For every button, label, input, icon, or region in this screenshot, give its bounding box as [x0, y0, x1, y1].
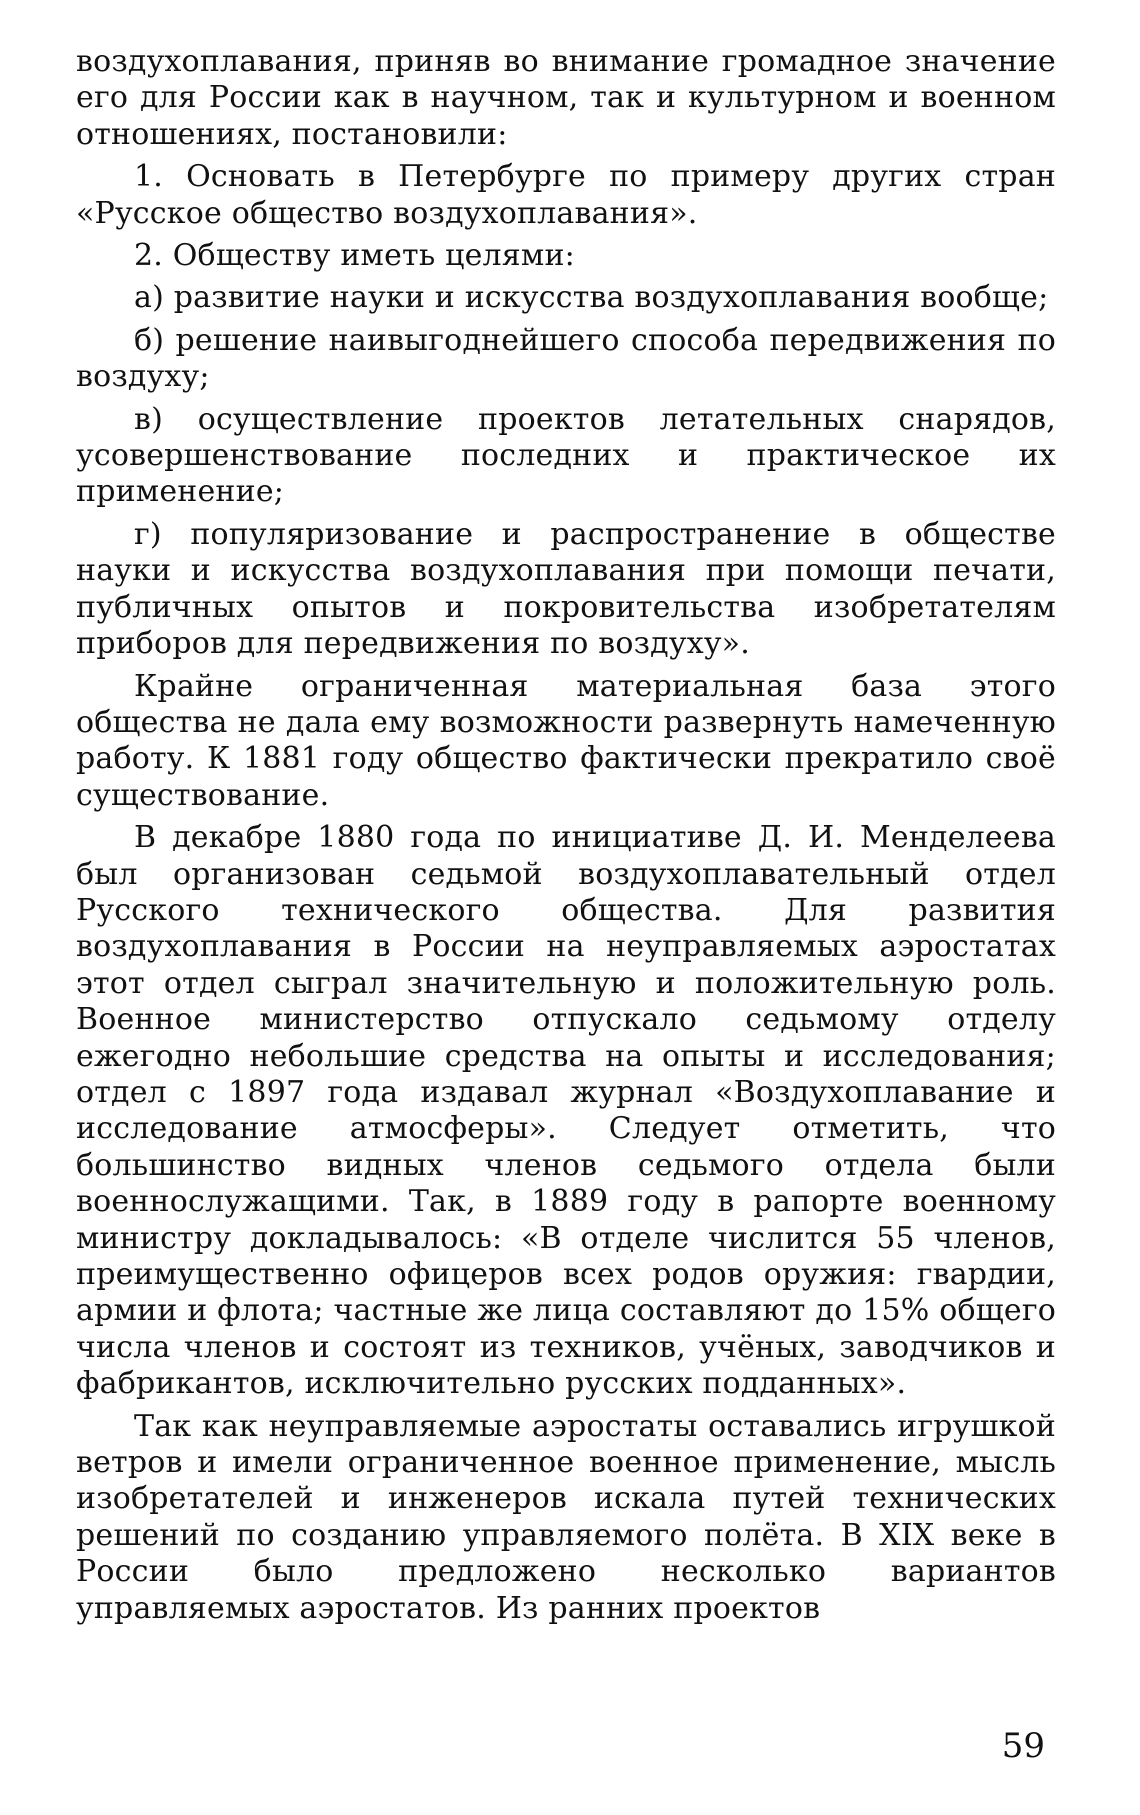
page-body [76, 44, 1056, 1633]
paragraph-intro: воздухоплавания, приняв во внимание громадное значение его для России как в научном, так и культурном и военном отношениях, постановили: [76, 44, 1056, 152]
page-number: 59 [1001, 1726, 1045, 1766]
paragraph-controlled-flight: Так как неуправляемые аэростаты оставались игрушкой ветров и имели ограниченное военное применение, мысль изобретателей и инженеров искала путей технических решений по созданию управляемого полёта. В XIX веке в России было предложено несколько вариантов управляемых аэростатов. Из ранних проектов [76, 1408, 1056, 1626]
paragraph-item-b: б) решение наивыгоднейшего способа передвижения по воздуху; [76, 322, 1056, 395]
paragraph-item-g: г) популяризование и распространение в обществе науки и искусства воздухоплавания при помощи печати, публичных опытов и покровительства изобретателям приборов для передвижения по воздуху». [76, 516, 1056, 662]
paragraph-item-1: 1. Основать в Петербурге по примеру других стран «Русское общество воздухоплавания». [76, 159, 1056, 231]
paragraph-seventh-department: В декабре 1880 года по инициативе Д. И. Менделеева был организован седьмой воздухоплавательный отдел Русского технического общества. Для развития воздухоплавания в России на неуправляемых аэростатах этот отдел сыграл значительную и положительную роль. Военное министерство отпускало седьмому отделу ежегодно небольшие средства на опыты и исследования; отдел с 1897 года издавал журнал «Воздухоплавание и исследование атмосферы». Следует отметить, что большинство видных членов седьмого отдела были военнослужащими. Так, в 1889 году в рапорте военному министру докладывалось: «В отделе числится 55 членов, преимущественно офицеров всех родов оружия: гвардии, армии и флота; частные же лица составляют до 15% общего числа членов и состоят из техников, учёных, заводчиков и фабрикантов, исключительно русских подданных». [76, 820, 1056, 1402]
paragraph-item-v: в) осуществление проектов летательных снарядов, усовершенствование последних и практическое их применение; [76, 401, 1056, 510]
paragraph-item-a: а) развитие науки и искусства воздухоплавания вообще; [134, 280, 1049, 316]
paragraph-society-end: Крайне ограниченная материальная база этого общества не дала ему возможности развернуть намеченную работу. К 1881 году общество фактически прекратило своё существование. [76, 668, 1056, 813]
paragraph-item-2: 2. Обществу иметь целями: [134, 238, 575, 274]
